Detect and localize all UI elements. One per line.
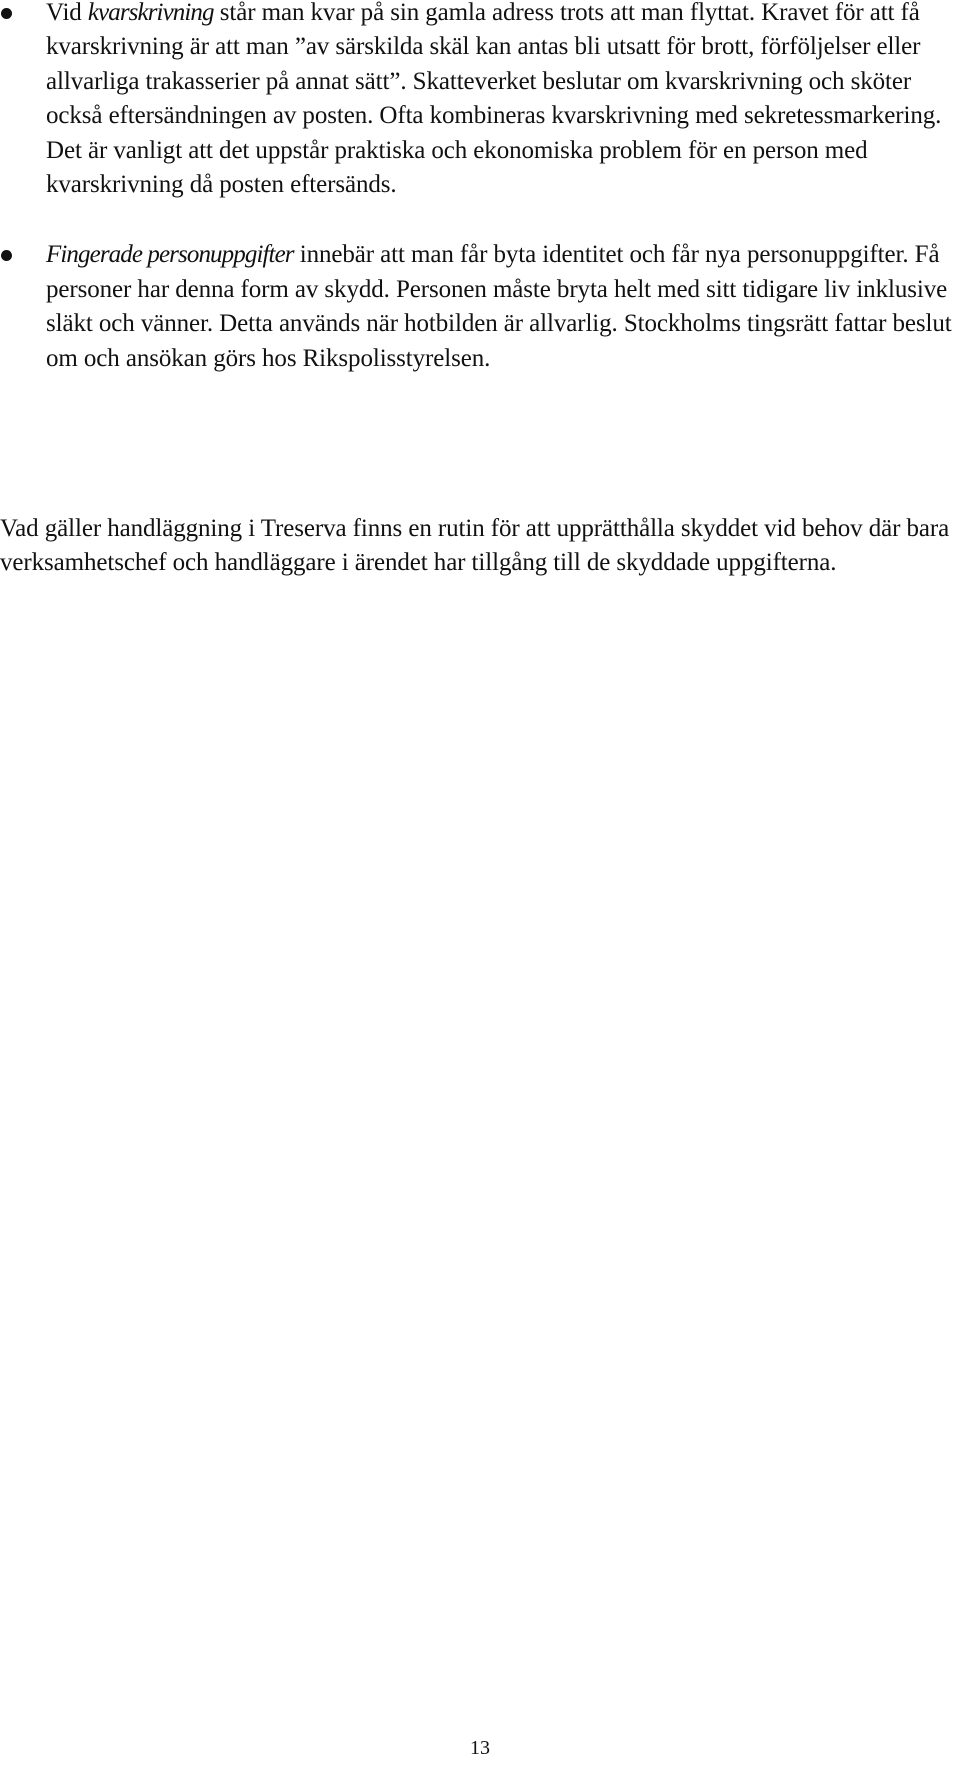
bullet-list [0, 0, 960, 376]
bullet-text-after: står man kvar på sin gamla adress trots att man flyttat. Kravet för att få kvarskrivning är att man ”av särskilda skäl kan antas bli utsatt för brott, förföljelser eller allvarliga trakasserier på annat sätt”. Skatteverket beslutar om kvarskrivning och sköter också eftersändningen av posten. Ofta kombineras kvarskrivning med sekretessmarkering. Det är vanligt att det uppstår praktiska och ekonomiska problem för en person med kvarskrivning då posten eftersänds. [46, 0, 942, 199]
term-fingerade-personuppgifter: Fingerade personuppgifter [46, 241, 294, 269]
bullet-icon [1, 8, 12, 19]
bullet-item-kvarskrivning [0, 0, 960, 202]
body-paragraph: Vad gäller handläggning i Treserva finns en rutin för att upprätthålla skyddet vid behov där bara verksamhetschef och handläggare i ärendet har tillgång till de skyddade uppgifterna. [0, 515, 950, 577]
page-number: 13 [470, 1737, 490, 1759]
bullet-text-after: innebär att man får byta identitet och får nya personuppgifter. Få personer har denna form av skydd. Personen måste bryta helt med sitt tidigare liv inklusive släkt och vänner. Detta används när hotbilden är allvarlig. Stockholms tingsrätt fattar beslut om och ansökan görs hos Rikspolisstyrelsen. [46, 241, 952, 372]
bullet-item-fingerade-personuppgifter [0, 238, 960, 376]
term-kvarskrivning: kvarskrivning [87, 0, 214, 26]
bullet-icon [1, 250, 12, 261]
bullet-text-before: Vid [46, 0, 88, 26]
